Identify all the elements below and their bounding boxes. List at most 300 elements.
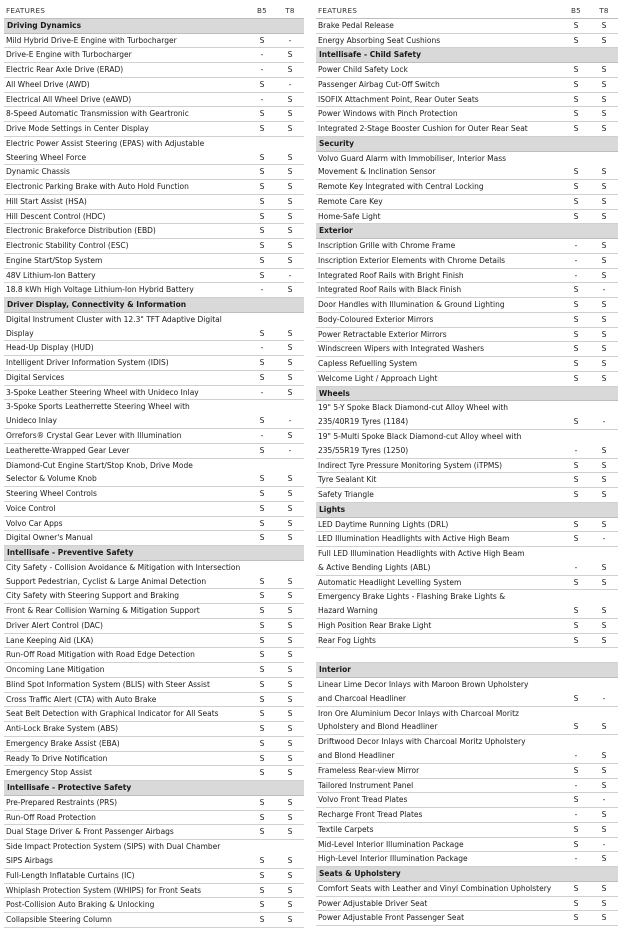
b5-value: S <box>573 373 579 383</box>
feature-row <box>4 239 304 254</box>
feature-name: Volvo Front Tread Plates <box>318 795 408 805</box>
b5-value: S <box>573 94 579 104</box>
section-header <box>4 781 304 796</box>
feature-name: Power Adjustable Driver Seat <box>318 898 428 908</box>
feature-name: ISOFIX Attachment Point, Rear Outer Seats <box>318 94 479 104</box>
feature-row <box>316 210 618 225</box>
t8-value: S <box>287 226 293 236</box>
t8-value: S <box>601 300 607 310</box>
feature-name: Dual Stage Driver & Front Passenger Airbags <box>6 827 174 837</box>
t8-value: S <box>601 109 607 119</box>
b5-value: S <box>259 270 265 280</box>
feature-name: Drive Mode Settings in Center Display <box>6 124 149 133</box>
feature-row <box>4 151 304 166</box>
b5-value: S <box>573 795 579 805</box>
feature-name: Diamond-Cut Engine Start/Stop Knob, Drive Mode <box>6 460 193 470</box>
feature-name: Digital Owner's Manual <box>6 533 93 543</box>
feature-name: Side Impact Protection System (SIPS) with Dual Chamber <box>6 842 221 852</box>
feature-row <box>316 401 618 415</box>
feature-row <box>316 254 618 269</box>
b5-value: S <box>573 490 579 500</box>
feature-row <box>4 386 304 401</box>
section-title: Intellisafe - Protective Safety <box>7 783 132 793</box>
feature-row <box>4 356 304 371</box>
t8-value: S <box>287 167 293 177</box>
feature-name: 18.8 kWh High Voltage Lithium-Ion Hybrid Battery <box>6 285 194 295</box>
feature-name: Movement & Inclination Sensor <box>318 167 436 177</box>
feature-row <box>316 195 618 210</box>
feature-row <box>4 48 304 63</box>
feature-name: Front & Rear Collision Warning & Mitigation Support <box>6 606 200 616</box>
b5-value: S <box>573 35 579 45</box>
feature-name: Automatic Headlight Levelling System <box>318 577 462 587</box>
t8-value: S <box>287 694 293 704</box>
table-header <box>316 4 618 19</box>
t8-value: S <box>601 329 607 339</box>
feature-row <box>316 19 618 34</box>
b5-value: S <box>259 694 265 704</box>
section-title: Driving Dynamics <box>7 20 82 30</box>
b5-value: S <box>573 109 579 119</box>
b5-value: S <box>573 824 579 834</box>
b5-value: S <box>259 211 265 221</box>
t8-value: S <box>601 182 607 192</box>
feature-row <box>316 444 618 459</box>
t8-value: - <box>288 416 292 426</box>
feature-name: Remote Key Integrated with Central Locking <box>318 182 484 192</box>
feature-row <box>4 429 304 444</box>
b5-value: S <box>259 489 265 499</box>
t8-value: S <box>287 255 293 265</box>
t8-value: S <box>287 768 293 778</box>
feature-name: All Wheel Drive (AWD) <box>6 79 90 89</box>
b5-value: S <box>573 329 579 339</box>
feature-name: Iron Ore Aluminium Decor Inlays with Charcoal Moritz <box>318 708 519 718</box>
b5-value: - <box>260 65 264 74</box>
b5-value: S <box>573 124 579 133</box>
t8-value: S <box>287 196 293 206</box>
section-header <box>316 48 618 63</box>
feature-name: Upholstery and Blond Headliner <box>318 722 438 732</box>
section-header <box>316 867 618 882</box>
t8-value: S <box>287 650 293 660</box>
feature-name: and Blond Headliner <box>318 750 395 760</box>
feature-row <box>4 707 304 722</box>
t8-value: S <box>287 709 293 719</box>
section-title: Intellisafe - Child Safety <box>319 50 421 60</box>
t8-value: S <box>287 518 293 528</box>
feature-name: Lane Keeping Aid (LKA) <box>6 635 94 645</box>
t8-value: S <box>601 765 607 775</box>
feature-row <box>316 313 618 328</box>
section-title: Security <box>319 138 355 148</box>
b5-value: S <box>259 915 265 925</box>
b5-value: S <box>259 152 265 162</box>
t8-value: S <box>601 780 607 790</box>
features-heading: FEATURES <box>318 6 358 15</box>
b5-value: - <box>574 445 578 455</box>
feature-name: 235/40R19 Tyres (1184) <box>318 417 409 427</box>
b5-value: S <box>259 797 265 807</box>
feature-row <box>316 532 618 547</box>
feature-row <box>316 735 618 749</box>
t8-value: S <box>287 241 293 251</box>
b5-value: S <box>259 620 265 630</box>
b5-value: - <box>260 285 264 295</box>
t8-value: S <box>287 856 293 866</box>
b5-value: S <box>259 124 265 133</box>
feature-name: Selector & Volume Knob <box>6 474 97 484</box>
feature-row <box>4 634 304 649</box>
b5-value: S <box>259 358 265 368</box>
b5-value: - <box>260 94 264 104</box>
feature-row <box>4 107 304 122</box>
b5-value: S <box>259 503 265 513</box>
t8-value: S <box>287 431 293 441</box>
t8-heading: T8 <box>599 6 609 15</box>
feature-name: Leatherette-Wrapped Gear Lever <box>6 445 130 455</box>
t8-value: S <box>287 915 293 925</box>
section-title: Driver Display, Connectivity & Information <box>7 300 187 310</box>
b5-value: - <box>260 431 264 441</box>
feature-row <box>316 720 618 735</box>
feature-name: City Safety with Steering Support and Braking <box>6 591 180 601</box>
t8-value: S <box>287 620 293 630</box>
feature-row <box>316 547 618 561</box>
feature-name: SIPS Airbags <box>6 856 53 866</box>
feature-name: 3-Spoke Sports Leatherrette Steering Wheel with <box>6 402 190 412</box>
b5-value: S <box>573 211 579 221</box>
feature-row <box>4 122 304 137</box>
feature-name: Power Windows with Pinch Protection <box>318 109 458 119</box>
feature-name: Seat Belt Detection with Graphical Indicator for All Seats <box>6 709 219 719</box>
feature-row <box>316 473 618 488</box>
feature-row <box>4 78 304 93</box>
b5-value: S <box>259 167 265 177</box>
t8-value: S <box>601 211 607 221</box>
feature-name: Indirect Tyre Pressure Monitoring System (iTPMS) <box>318 460 503 470</box>
b5-value: S <box>259 35 265 45</box>
feature-name: Hill Descent Control (HDC) <box>6 211 106 221</box>
feature-name: Volvo Car Apps <box>6 518 63 528</box>
feature-row <box>4 854 304 869</box>
feature-row <box>4 811 304 826</box>
t8-value: S <box>287 606 293 616</box>
b5-value: S <box>573 606 579 616</box>
t8-value: S <box>287 358 293 368</box>
t8-value: S <box>287 474 293 484</box>
t8-value: - <box>602 795 606 805</box>
t8-value: S <box>601 270 607 280</box>
feature-name: & Active Bending Lights (ABL) <box>318 562 431 572</box>
feature-row <box>316 793 618 808</box>
t8-value: S <box>287 489 293 499</box>
feature-row <box>316 107 618 122</box>
feature-row <box>4 269 304 284</box>
t8-value: S <box>287 372 293 382</box>
t8-value: S <box>287 211 293 221</box>
feature-name: Anti-Lock Brake System (ABS) <box>6 724 119 734</box>
feature-row <box>4 619 304 634</box>
feature-row <box>4 766 304 781</box>
t8-value: S <box>287 591 293 601</box>
t8-value: S <box>287 94 293 104</box>
t8-value: S <box>601 445 607 455</box>
t8-value: S <box>601 359 607 369</box>
b5-value: S <box>259 518 265 528</box>
b5-value: S <box>573 635 579 645</box>
feature-row <box>316 911 618 926</box>
feature-name: Electronic Stability Control (ESC) <box>6 241 129 251</box>
t8-value: S <box>287 885 293 895</box>
feature-name: Intelligent Driver Information System (IDIS) <box>6 358 169 368</box>
feature-row <box>4 884 304 899</box>
feature-row <box>316 619 618 634</box>
feature-row <box>4 210 304 225</box>
t8-value: S <box>287 665 293 675</box>
b5-value: - <box>574 270 578 280</box>
t8-value: S <box>287 50 293 60</box>
t8-value: S <box>601 635 607 645</box>
feature-row <box>4 459 304 473</box>
feature-row <box>4 472 304 487</box>
b5-value: - <box>574 255 578 265</box>
b5-value: - <box>574 854 578 864</box>
feature-name: LED Illumination Headlights with Active High Beam <box>318 534 510 544</box>
feature-row <box>4 604 304 619</box>
t8-value: - <box>288 270 292 280</box>
feature-name: Support Pedestrian, Cyclist & Large Animal Detection <box>6 576 207 586</box>
t8-value: S <box>601 167 607 177</box>
feature-name: Unideco Inlay <box>6 416 57 426</box>
b5-value: S <box>573 534 579 544</box>
section-title: Interior <box>319 665 351 675</box>
feature-row <box>316 852 618 867</box>
feature-name: Recharge Front Tread Plates <box>318 810 423 819</box>
feature-name: Tailored Instrument Panel <box>318 780 414 790</box>
feature-row <box>4 737 304 752</box>
b5-value: S <box>573 344 579 354</box>
section-title: Seats & Upholstery <box>319 869 401 878</box>
feature-row <box>4 575 304 590</box>
t8-value: S <box>287 870 293 880</box>
feature-row <box>316 823 618 838</box>
feature-name: Full LED Illumination Headlights with Active High Beam <box>318 549 525 559</box>
t8-value: S <box>601 255 607 265</box>
feature-name: High-Level Interior Illumination Package <box>318 854 468 864</box>
feature-row <box>316 808 618 823</box>
feature-name: 19" 5-Y Spoke Black Diamond-cut Alloy Wheel with <box>318 403 509 413</box>
feature-name: Tyre Sealant Kit <box>318 475 377 485</box>
feature-row <box>316 764 618 779</box>
feature-row <box>316 63 618 78</box>
feature-name: Inscription Grille with Chrome Frame <box>318 241 456 251</box>
b5-value: S <box>573 196 579 206</box>
b5-value: S <box>259 445 265 455</box>
feature-name: LED Daytime Running Lights (DRL) <box>318 519 449 529</box>
t8-value: S <box>601 344 607 354</box>
feature-row <box>316 634 618 649</box>
t8-value: S <box>601 373 607 383</box>
right-rows <box>316 19 618 926</box>
b5-value: - <box>260 387 264 397</box>
blank-row <box>316 648 618 663</box>
t8-value: S <box>601 606 607 616</box>
feature-row <box>4 487 304 502</box>
feature-row <box>4 663 304 678</box>
b5-value: S <box>259 827 265 837</box>
t8-value: S <box>287 343 293 353</box>
feature-row <box>4 93 304 108</box>
b5-value: S <box>259 255 265 265</box>
t8-value: - <box>602 534 606 544</box>
feature-row <box>4 502 304 517</box>
section-header <box>316 663 618 678</box>
feature-row <box>4 180 304 195</box>
feature-name: Digital Services <box>6 372 65 382</box>
b5-value: S <box>573 722 579 732</box>
feature-row <box>316 93 618 108</box>
b5-value: S <box>259 226 265 236</box>
feature-row <box>316 180 618 195</box>
feature-row <box>4 254 304 269</box>
feature-name: Volvo Guard Alarm with Immobiliser, Interior Mass <box>318 153 507 163</box>
feature-row <box>4 283 304 298</box>
feature-row <box>4 678 304 693</box>
t8-value: S <box>601 854 607 864</box>
t8-value: S <box>601 620 607 630</box>
feature-name: and Charcoal Headliner <box>318 693 407 703</box>
b5-value: S <box>259 533 265 543</box>
b5-value: S <box>573 359 579 369</box>
feature-name: Passenger Airbag Cut-Off Switch <box>318 79 440 89</box>
feature-row <box>316 298 618 313</box>
feature-row <box>4 531 304 546</box>
feature-row <box>316 882 618 897</box>
feature-name: Brake Pedal Release <box>318 20 394 30</box>
feature-name: Ready To Drive Notification <box>6 753 108 763</box>
b5-heading: B5 <box>256 6 268 15</box>
table-header <box>4 4 304 19</box>
feature-name: Collapsible Steering Column <box>6 915 112 925</box>
feature-name: Home-Safe Light <box>318 211 381 221</box>
b5-value: S <box>259 709 265 719</box>
t8-value: S <box>601 722 607 732</box>
b5-value: S <box>259 900 265 910</box>
t8-value: S <box>601 65 607 74</box>
t8-value: S <box>287 827 293 837</box>
t8-value: S <box>287 387 293 397</box>
b5-value: S <box>573 765 579 775</box>
feature-name: Safety Triangle <box>318 490 374 500</box>
t8-value: S <box>287 738 293 748</box>
b5-value: - <box>574 750 578 760</box>
b5-value: S <box>259 856 265 866</box>
feature-name: Oncoming Lane Mitigation <box>6 665 105 675</box>
b5-value: S <box>259 768 265 778</box>
feature-name: Emergency Stop Assist <box>6 768 92 778</box>
b5-value: S <box>573 20 579 30</box>
feature-row <box>4 722 304 737</box>
t8-value: S <box>601 35 607 45</box>
b5-value: S <box>259 665 265 675</box>
b5-value: S <box>259 576 265 586</box>
t8-value: - <box>602 693 606 703</box>
feature-row <box>316 357 618 372</box>
feature-row <box>316 122 618 137</box>
features-heading: FEATURES <box>6 6 46 15</box>
b5-value: S <box>259 870 265 880</box>
feature-name: Power Adjustable Front Passenger Seat <box>318 913 465 923</box>
feature-row <box>316 692 618 707</box>
feature-name: Electronic Brakeforce Distribution (EBD) <box>6 226 156 236</box>
feature-name: Whiplash Protection System (WHIPS) for Front Seats <box>6 885 202 895</box>
t8-value: S <box>287 285 293 295</box>
feature-name: Steering Wheel Force <box>6 152 87 162</box>
b5-value: S <box>573 620 579 630</box>
t8-value: S <box>601 490 607 500</box>
b5-value: S <box>259 241 265 251</box>
feature-row <box>4 840 304 854</box>
t8-value: - <box>288 35 292 45</box>
b5-value: - <box>574 562 578 572</box>
b5-value: - <box>574 241 578 251</box>
feature-name: Integrated Roof Rails with Black Finish <box>318 285 462 295</box>
feature-name: 48V Lithium-Ion Battery <box>6 270 96 280</box>
b5-value: S <box>259 679 265 689</box>
t8-value: S <box>601 913 607 923</box>
b5-value: S <box>259 416 265 426</box>
feature-name: Voice Control <box>6 503 56 513</box>
b5-value: S <box>573 167 579 177</box>
t8-value: S <box>287 328 293 338</box>
feature-name: 3-Spoke Leather Steering Wheel with Unideco Inlay <box>6 387 199 397</box>
b5-value: - <box>574 810 578 819</box>
b5-value: S <box>573 883 579 893</box>
feature-row <box>4 444 304 459</box>
feature-row <box>316 459 618 474</box>
b5-value: S <box>573 577 579 587</box>
t8-value: S <box>601 124 607 133</box>
b5-value: S <box>259 474 265 484</box>
b5-value: S <box>259 650 265 660</box>
feature-row <box>4 825 304 840</box>
feature-row <box>316 342 618 357</box>
t8-value: S <box>601 460 607 470</box>
t8-value: S <box>601 883 607 893</box>
t8-value: S <box>601 241 607 251</box>
feature-row <box>316 561 618 576</box>
feature-row <box>316 749 618 764</box>
t8-value: - <box>602 417 606 427</box>
b5-value: S <box>259 635 265 645</box>
t8-value: S <box>601 824 607 834</box>
feature-name: Cross Traffic Alert (CTA) with Auto Brake <box>6 694 157 704</box>
feature-name: Driver Alert Control (DAC) <box>6 620 103 630</box>
feature-name: Drive-E Engine with Turbocharger <box>6 50 132 60</box>
feature-name: Rear Fog Lights <box>318 635 376 645</box>
b5-value: - <box>260 50 264 60</box>
t8-value: S <box>287 109 293 119</box>
t8-value: - <box>602 839 606 849</box>
t8-value: S <box>287 812 293 822</box>
feature-row <box>4 341 304 356</box>
feature-row <box>4 224 304 239</box>
t8-value: S <box>601 475 607 485</box>
t8-value: S <box>601 810 607 819</box>
feature-name: Windscreen Wipers with Integrated Washers <box>318 344 485 354</box>
t8-value: S <box>601 79 607 89</box>
